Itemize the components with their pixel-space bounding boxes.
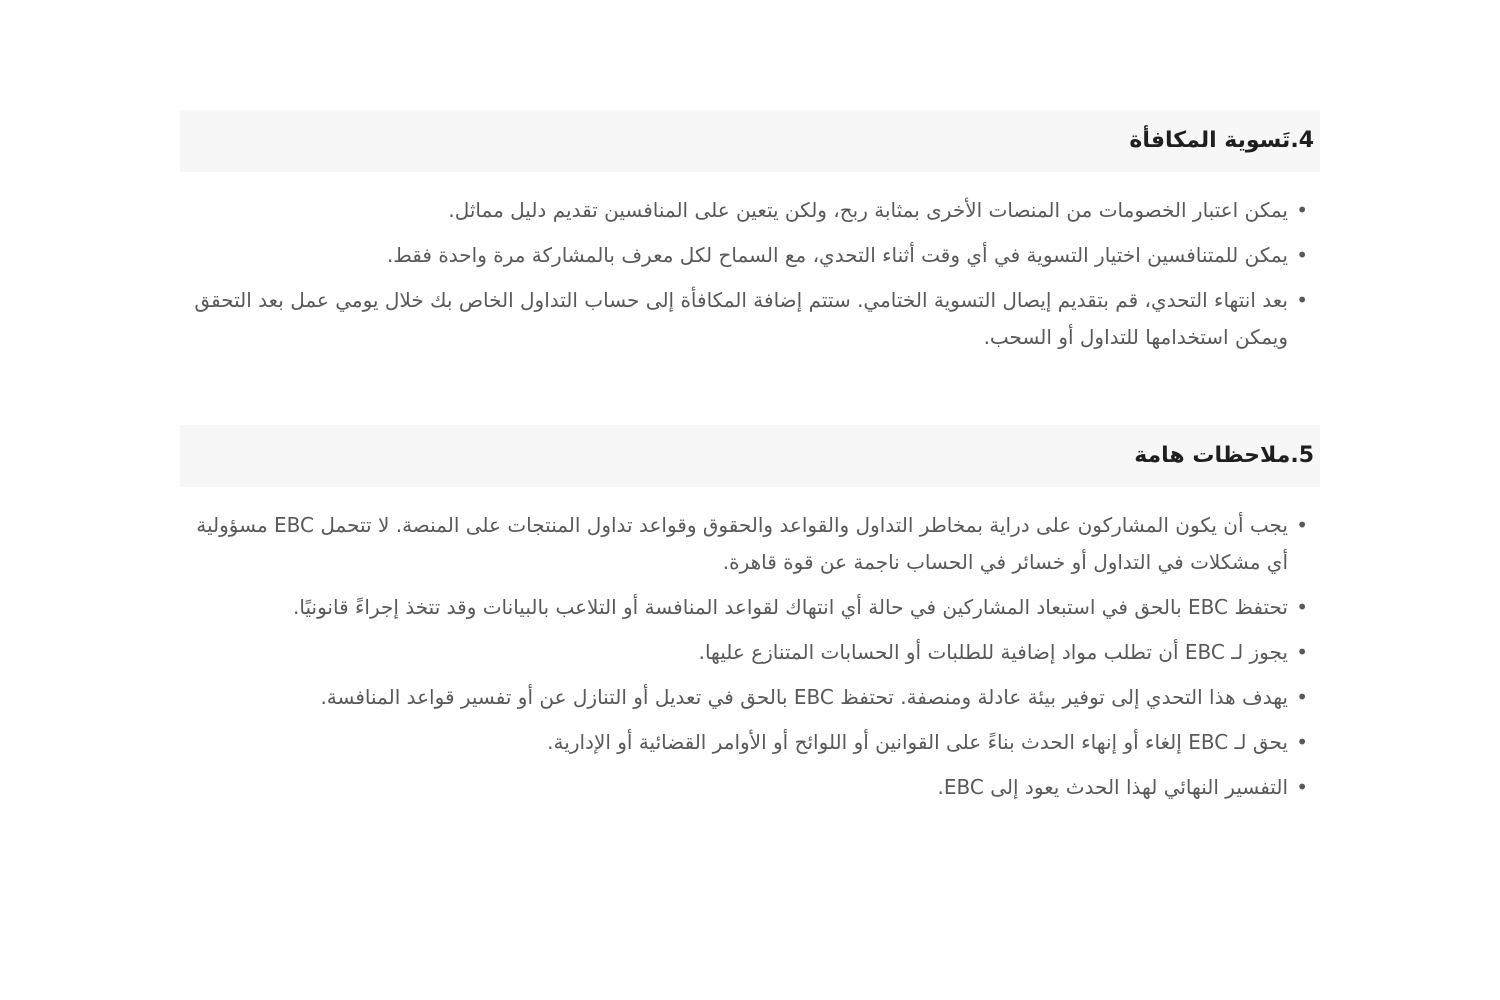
content-column xyxy=(180,0,1320,806)
list-item: • يجوز لـ EBC أن تطلب مواد إضافية للطلبات أو الحسابات المتنازع عليها. xyxy=(180,634,1308,671)
list-item: • يمكن اعتبار الخصومات من المنصات الأخرى بمثابة ربح، ولكن يتعين على المنافسين تقديم دليل مماثل. xyxy=(180,192,1308,229)
list-item: • يجب أن يكون المشاركون على دراية بمخاطر التداول والقواعد والحقوق وقواعد تداول المنتجات على المنصة. لا تتحمل EBC مسؤولية أي مشكلات في التداول أو خسائر في الحساب ناجمة عن قوة قاهرة. xyxy=(180,507,1308,581)
bullet-list xyxy=(180,192,1320,356)
list-item: • يحق لـ EBC إلغاء أو إنهاء الحدث بناءً على القوانين أو اللوائح أو الأوامر القضائية أو الإدارية. xyxy=(180,724,1308,761)
list-item: • يهدف هذا التحدي إلى توفير بيئة عادلة ومنصفة. تحتفظ EBC بالحق في تعديل أو التنازل عن أو تفسير قواعد المنافسة. xyxy=(180,679,1308,716)
list-item: • بعد انتهاء التحدي، قم بتقديم إيصال التسوية الختامي. ستتم إضافة المكافأة إلى حساب التداول الخاص بك خلال يومي عمل بعد التحقق ويمكن استخدامها للتداول أو السحب. xyxy=(180,282,1308,356)
section-title: 4.تَسوية المكافأة xyxy=(1129,128,1314,153)
section-title: 5.ملاحظات هامة xyxy=(1134,443,1314,468)
list-item: • التفسير النهائي لهذا الحدث يعود إلى EBC. xyxy=(180,769,1308,806)
section-header-bar xyxy=(180,425,1320,487)
section-header-bar xyxy=(180,110,1320,172)
list-item: • يمكن للمتنافسين اختيار التسوية في أي وقت أثناء التحدي، مع السماح لكل معرف بالمشاركة مرة واحدة فقط. xyxy=(180,237,1308,274)
section-reward-settlement xyxy=(180,110,1320,356)
list-item: • تحتفظ EBC بالحق في استبعاد المشاركين في حالة أي انتهاك لقواعد المنافسة أو التلاعب بالبيانات وقد تتخذ إجراءً قانونيًا. xyxy=(180,589,1308,626)
section-important-notes xyxy=(180,425,1320,806)
bullet-list xyxy=(180,507,1320,806)
